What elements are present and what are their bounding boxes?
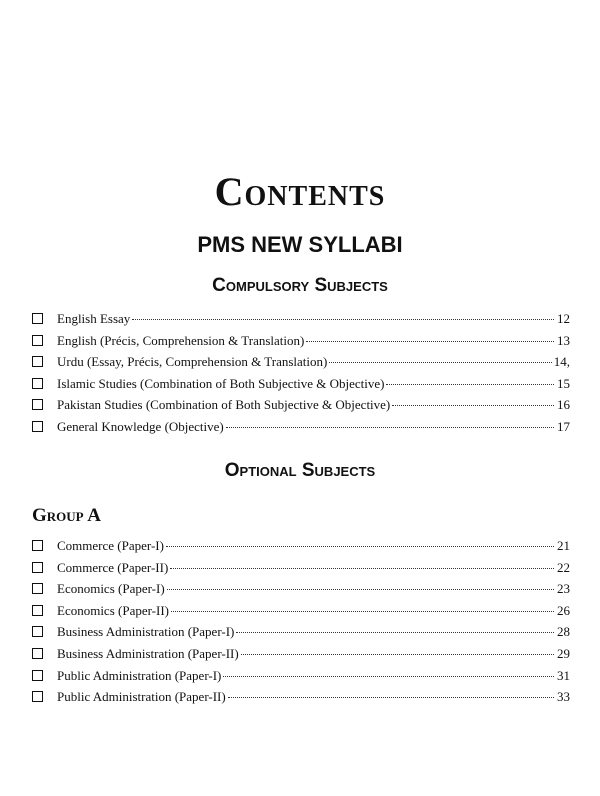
dot-leader bbox=[132, 319, 554, 320]
toc-row[interactable] bbox=[32, 354, 570, 376]
toc-label: Business Administration (Paper-II) bbox=[57, 645, 239, 661]
toc-row[interactable] bbox=[32, 560, 570, 582]
dot-leader bbox=[329, 362, 551, 363]
optional-heading: Optional Subjects bbox=[224, 460, 376, 481]
toc-page: 26 bbox=[557, 602, 570, 618]
page-title: Contents bbox=[214, 169, 386, 214]
toc-label: Pakistan Studies (Combination of Both Subjective & Objective) bbox=[57, 397, 391, 412]
toc-row[interactable] bbox=[32, 538, 570, 560]
toc-label: Economics (Paper-I) bbox=[57, 581, 165, 597]
toc-row[interactable] bbox=[32, 581, 570, 603]
toc-page: 17 bbox=[557, 418, 570, 434]
optional-list bbox=[32, 538, 570, 711]
dot-leader bbox=[170, 568, 554, 569]
toc-row[interactable] bbox=[32, 668, 570, 690]
toc-row[interactable] bbox=[32, 624, 570, 646]
compulsory-list bbox=[32, 311, 570, 440]
dot-leader bbox=[223, 676, 554, 677]
checkbox-icon bbox=[32, 648, 43, 659]
dot-leader bbox=[166, 546, 554, 547]
dot-leader bbox=[167, 589, 554, 590]
dot-leader bbox=[241, 654, 554, 655]
toc-label: Public Administration (Paper-I) bbox=[57, 667, 222, 683]
toc-page: 33 bbox=[557, 689, 570, 705]
toc-label: Business Administration (Paper-I) bbox=[57, 624, 235, 640]
toc-label: English (Précis, Comprehension & Translation) bbox=[57, 332, 305, 348]
checkbox-icon bbox=[32, 562, 43, 573]
toc-row[interactable] bbox=[32, 646, 570, 668]
toc-row[interactable] bbox=[32, 689, 570, 711]
toc-page: 23 bbox=[557, 581, 570, 597]
dot-leader bbox=[306, 341, 554, 342]
toc-page: 12 bbox=[557, 311, 570, 326]
toc-label: English Essay bbox=[57, 311, 131, 326]
dot-leader bbox=[228, 697, 554, 698]
toc-page: 21 bbox=[557, 538, 570, 553]
dot-leader bbox=[392, 405, 554, 406]
checkbox-icon bbox=[32, 399, 43, 410]
toc-row[interactable] bbox=[32, 333, 570, 355]
checkbox-icon bbox=[32, 691, 43, 702]
toc-label: Urdu (Essay, Précis, Comprehension & Translation) bbox=[57, 354, 328, 369]
checkbox-icon bbox=[32, 583, 43, 594]
checkbox-icon bbox=[32, 313, 43, 324]
checkbox-icon bbox=[32, 605, 43, 616]
checkbox-icon bbox=[32, 670, 43, 681]
dot-leader bbox=[386, 384, 554, 385]
toc-page: 31 bbox=[557, 667, 570, 683]
toc-row[interactable] bbox=[32, 397, 570, 419]
toc-row[interactable] bbox=[32, 603, 570, 625]
toc-page: 22 bbox=[557, 559, 570, 575]
toc-label: Public Administration (Paper-II) bbox=[57, 689, 226, 705]
toc-page: 13 bbox=[557, 332, 570, 348]
compulsory-heading: Compulsory Subjects bbox=[212, 275, 388, 296]
dot-leader bbox=[171, 611, 554, 612]
toc-page: 14, bbox=[553, 354, 570, 369]
toc-page: 16 bbox=[557, 397, 570, 412]
dot-leader bbox=[236, 632, 554, 633]
toc-label: Commerce (Paper-I) bbox=[57, 538, 164, 553]
dot-leader bbox=[226, 427, 554, 428]
group-title: Group A bbox=[32, 505, 102, 526]
syllabus-subtitle: PMS NEW SYLLABI bbox=[197, 232, 403, 257]
toc-label: Commerce (Paper-II) bbox=[57, 559, 169, 575]
checkbox-icon bbox=[32, 540, 43, 551]
toc-row[interactable] bbox=[32, 419, 570, 441]
checkbox-icon bbox=[32, 335, 43, 346]
toc-label: General Knowledge (Objective) bbox=[57, 418, 224, 434]
toc-page: 15 bbox=[557, 375, 570, 391]
checkbox-icon bbox=[32, 421, 43, 432]
toc-row[interactable] bbox=[32, 311, 570, 333]
checkbox-icon bbox=[32, 378, 43, 389]
toc-label: Economics (Paper-II) bbox=[57, 602, 169, 618]
toc-page: 29 bbox=[557, 645, 570, 661]
checkbox-icon bbox=[32, 626, 43, 637]
toc-label: Islamic Studies (Combination of Both Subjective & Objective) bbox=[57, 375, 385, 391]
toc-row[interactable] bbox=[32, 376, 570, 398]
toc-page: 28 bbox=[557, 624, 570, 640]
checkbox-icon bbox=[32, 356, 43, 367]
